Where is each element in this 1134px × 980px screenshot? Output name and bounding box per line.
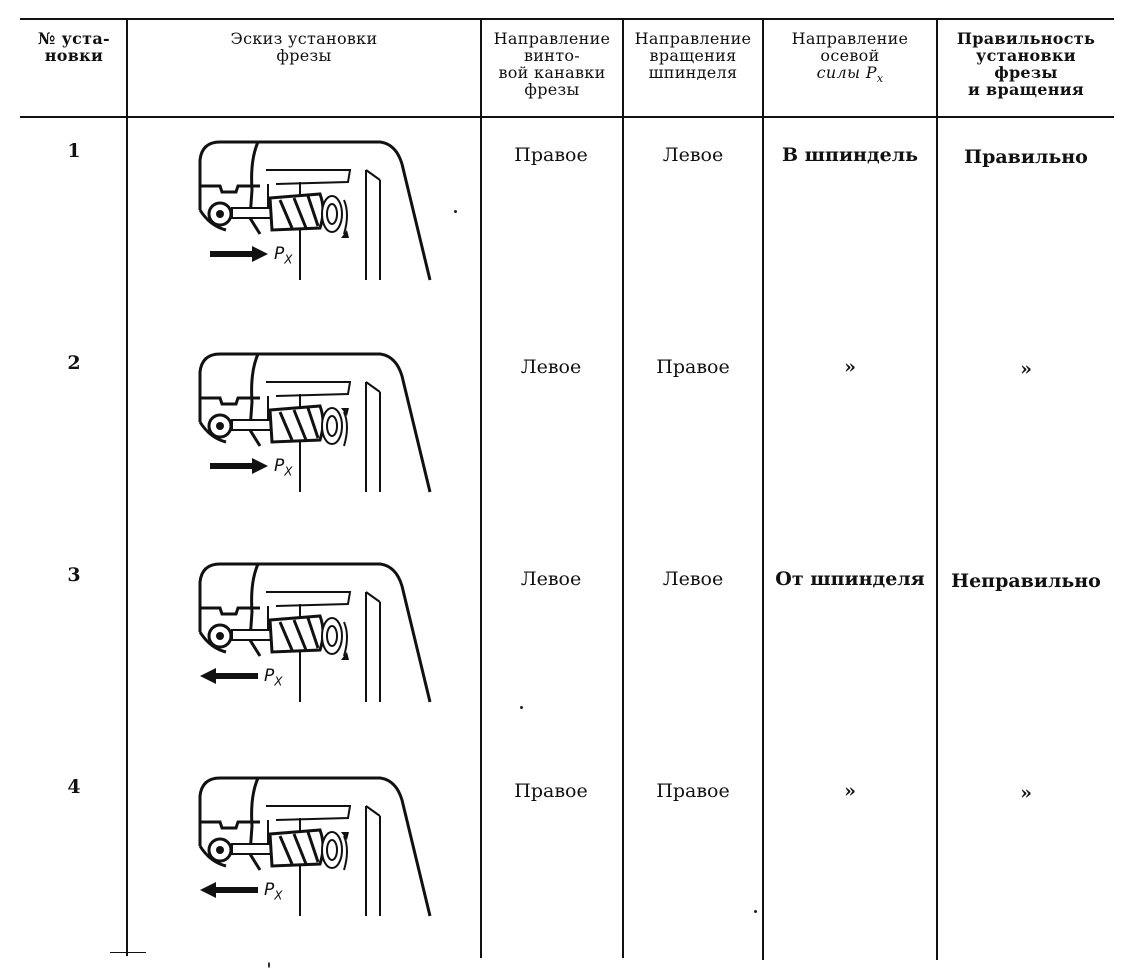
- spindle-rotation: Левое: [662, 568, 724, 590]
- scan-speck: [520, 706, 523, 709]
- setup-correctness: Неправильно: [951, 570, 1101, 592]
- spindle-rotation: Правое: [656, 780, 730, 802]
- setup-correctness: »: [1020, 358, 1032, 380]
- axial-force-direction: »: [844, 780, 856, 802]
- force-label: $P_X$: [264, 880, 283, 903]
- setup-number: 4: [67, 776, 81, 798]
- setup-correctness: »: [1020, 782, 1032, 804]
- setup-number: 3: [67, 564, 81, 586]
- groove-direction: Левое: [520, 568, 582, 590]
- milling-setup-sketch: [180, 342, 440, 502]
- column-divider-1: [126, 18, 128, 956]
- milling-setup-sketch: [180, 130, 440, 290]
- milling-sketch-svg: [180, 342, 440, 502]
- scan-speck: [454, 210, 457, 213]
- header-axial-force: Направление осевой силы $P_x$: [791, 29, 909, 86]
- force-label: $P_X$: [274, 244, 293, 267]
- table-top-rule: [20, 18, 1114, 20]
- header-correctness: Правильность установки фрезы и вращения: [956, 29, 1096, 99]
- header-setup-number: № уста- новки: [38, 29, 110, 65]
- milling-sketch-svg: [180, 552, 440, 712]
- groove-direction: Правое: [514, 144, 588, 166]
- groove-direction: Правое: [514, 780, 588, 802]
- scan-speck: [268, 962, 270, 968]
- scan-speck: [754, 910, 757, 913]
- header-spindle-rotation: Направление вращения шпинделя: [634, 29, 752, 82]
- setup-correctness: Правильно: [964, 146, 1088, 168]
- axial-force-direction: »: [844, 356, 856, 378]
- setup-number: 2: [67, 352, 81, 374]
- axial-force-direction: В шпиндель: [781, 144, 919, 166]
- milling-sketch-svg: [180, 766, 440, 926]
- header-setup-sketch: Эскиз установки фрезы: [230, 29, 378, 65]
- header-bottom-rule: [20, 116, 1114, 118]
- force-label: $P_X$: [274, 456, 293, 479]
- milling-setup-sketch: [180, 766, 440, 926]
- milling-setup-sketch: [180, 552, 440, 712]
- bottom-fragment-rule: [110, 952, 146, 953]
- axial-force-direction: От шпинделя: [775, 568, 925, 590]
- milling-sketch-svg: [180, 130, 440, 290]
- groove-direction: Левое: [520, 356, 582, 378]
- spindle-rotation: Левое: [662, 144, 724, 166]
- header-groove-direction: Направление винто- вой канавки фрезы: [493, 29, 611, 99]
- spindle-rotation: Правое: [656, 356, 730, 378]
- force-label: $P_X$: [264, 666, 283, 689]
- setup-number: 1: [67, 140, 81, 162]
